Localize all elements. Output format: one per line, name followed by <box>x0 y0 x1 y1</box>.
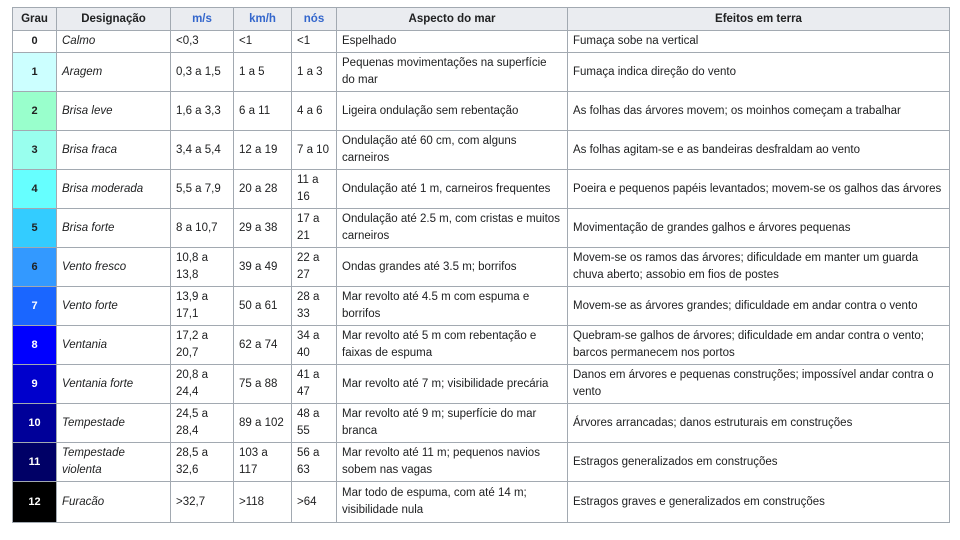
table-row <box>13 53 950 92</box>
aspecto-cell: Ondulação até 2.5 m, com cristas e muitos carneiros <box>337 209 568 248</box>
nos-cell: 7 a 10 <box>292 131 337 170</box>
aspecto-cell: Mar revolto até 4.5 m com espuma e borrifos <box>337 287 568 326</box>
efeitos-cell: Estragos graves e generalizados em construções <box>568 482 950 523</box>
table-row <box>13 482 950 523</box>
grau-cell: 4 <box>13 170 57 209</box>
grau-cell: 9 <box>13 365 57 404</box>
table-row <box>13 170 950 209</box>
table-row <box>13 443 950 482</box>
grau-cell: 12 <box>13 482 57 523</box>
aspecto-cell: Pequenas movimentações na superfície do mar <box>337 53 568 92</box>
nos-cell: 56 a 63 <box>292 443 337 482</box>
efeitos-cell: Movimentação de grandes galhos e árvores pequenas <box>568 209 950 248</box>
table-row <box>13 365 950 404</box>
nos-cell: 4 a 6 <box>292 92 337 131</box>
aspecto-cell: Ligeira ondulação sem rebentação <box>337 92 568 131</box>
ms-cell: 1,6 a 3,3 <box>171 92 234 131</box>
designacao-cell: Vento forte <box>57 287 171 326</box>
aspecto-cell: Mar revolto até 9 m; superfície do mar branca <box>337 404 568 443</box>
table-row <box>13 92 950 131</box>
table-row <box>13 326 950 365</box>
kmh-cell: 6 a 11 <box>234 92 292 131</box>
designacao-cell: Ventania forte <box>57 365 171 404</box>
efeitos-cell: Quebram-se galhos de árvores; dificuldade em andar contra o vento; barcos permanecem nos portos <box>568 326 950 365</box>
designacao-cell: Ventania <box>57 326 171 365</box>
kmh-cell: 103 a 117 <box>234 443 292 482</box>
ms-cell: 24,5 a 28,4 <box>171 404 234 443</box>
ms-cell: 17,2 a 20,7 <box>171 326 234 365</box>
designacao-cell: Brisa forte <box>57 209 171 248</box>
grau-cell: 3 <box>13 131 57 170</box>
ms-cell: 8 a 10,7 <box>171 209 234 248</box>
beaufort-scale-table <box>12 7 950 523</box>
nos-cell: <1 <box>292 31 337 53</box>
table-row <box>13 131 950 170</box>
grau-cell: 2 <box>13 92 57 131</box>
efeitos-cell: Fumaça sobe na vertical <box>568 31 950 53</box>
kmh-cell: 89 a 102 <box>234 404 292 443</box>
header-nos[interactable]: nós <box>292 8 337 31</box>
aspecto-cell: Mar revolto até 11 m; pequenos navios sobem nas vagas <box>337 443 568 482</box>
grau-cell: 11 <box>13 443 57 482</box>
header-row <box>13 8 950 31</box>
grau-cell: 7 <box>13 287 57 326</box>
efeitos-cell: Poeira e pequenos papéis levantados; movem-se os galhos das árvores <box>568 170 950 209</box>
header-ms[interactable]: m/s <box>171 8 234 31</box>
designacao-cell: Tempestade violenta <box>57 443 171 482</box>
ms-cell: 13,9 a 17,1 <box>171 287 234 326</box>
efeitos-cell: As folhas das árvores movem; os moinhos começam a trabalhar <box>568 92 950 131</box>
aspecto-cell: Ondulação até 1 m, carneiros frequentes <box>337 170 568 209</box>
ms-cell: <0,3 <box>171 31 234 53</box>
efeitos-cell: Estragos generalizados em construções <box>568 443 950 482</box>
aspecto-cell: Espelhado <box>337 31 568 53</box>
nos-cell: 11 a 16 <box>292 170 337 209</box>
table-row <box>13 248 950 287</box>
efeitos-cell: Fumaça indica direção do vento <box>568 53 950 92</box>
grau-cell: 0 <box>13 31 57 53</box>
designacao-cell: Tempestade <box>57 404 171 443</box>
table-row <box>13 404 950 443</box>
grau-cell: 5 <box>13 209 57 248</box>
nos-cell: 28 a 33 <box>292 287 337 326</box>
aspecto-cell: Mar todo de espuma, com até 14 m; visibilidade nula <box>337 482 568 523</box>
table-row <box>13 209 950 248</box>
designacao-cell: Furacão <box>57 482 171 523</box>
table-row <box>13 287 950 326</box>
aspecto-cell: Ondulação até 60 cm, com alguns carneiros <box>337 131 568 170</box>
ms-cell: 10,8 a 13,8 <box>171 248 234 287</box>
kmh-cell: 1 a 5 <box>234 53 292 92</box>
header-efeitos[interactable]: Efeitos em terra <box>568 8 950 31</box>
designacao-cell: Brisa fraca <box>57 131 171 170</box>
kmh-cell: >118 <box>234 482 292 523</box>
kmh-cell: <1 <box>234 31 292 53</box>
nos-cell: 34 a 40 <box>292 326 337 365</box>
efeitos-cell: Movem-se as árvores grandes; dificuldade em andar contra o vento <box>568 287 950 326</box>
kmh-cell: 75 a 88 <box>234 365 292 404</box>
ms-cell: >32,7 <box>171 482 234 523</box>
designacao-cell: Brisa moderada <box>57 170 171 209</box>
nos-cell: >64 <box>292 482 337 523</box>
header-kmh[interactable]: km/h <box>234 8 292 31</box>
header-aspecto[interactable]: Aspecto do mar <box>337 8 568 31</box>
efeitos-cell: As folhas agitam-se e as bandeiras desfraldam ao vento <box>568 131 950 170</box>
nos-cell: 17 a 21 <box>292 209 337 248</box>
nos-cell: 41 a 47 <box>292 365 337 404</box>
designacao-cell: Brisa leve <box>57 92 171 131</box>
aspecto-cell: Ondas grandes até 3.5 m; borrifos <box>337 248 568 287</box>
efeitos-cell: Movem-se os ramos das árvores; dificuldade em manter um guarda chuva aberto; assobio em fios de postes <box>568 248 950 287</box>
aspecto-cell: Mar revolto até 5 m com rebentação e faixas de espuma <box>337 326 568 365</box>
kmh-cell: 12 a 19 <box>234 131 292 170</box>
grau-cell: 1 <box>13 53 57 92</box>
kmh-cell: 39 a 49 <box>234 248 292 287</box>
kmh-cell: 50 a 61 <box>234 287 292 326</box>
nos-cell: 1 a 3 <box>292 53 337 92</box>
designacao-cell: Vento fresco <box>57 248 171 287</box>
ms-cell: 0,3 a 1,5 <box>171 53 234 92</box>
designacao-cell: Aragem <box>57 53 171 92</box>
ms-cell: 28,5 a 32,6 <box>171 443 234 482</box>
kmh-cell: 20 a 28 <box>234 170 292 209</box>
table-row <box>13 31 950 53</box>
nos-cell: 22 a 27 <box>292 248 337 287</box>
designacao-cell: Calmo <box>57 31 171 53</box>
kmh-cell: 62 a 74 <box>234 326 292 365</box>
header-designacao[interactable]: Designação <box>57 8 171 31</box>
ms-cell: 3,4 a 5,4 <box>171 131 234 170</box>
kmh-cell: 29 a 38 <box>234 209 292 248</box>
grau-cell: 10 <box>13 404 57 443</box>
ms-cell: 5,5 a 7,9 <box>171 170 234 209</box>
efeitos-cell: Danos em árvores e pequenas construções; impossível andar contra o vento <box>568 365 950 404</box>
efeitos-cell: Árvores arrancadas; danos estruturais em construções <box>568 404 950 443</box>
aspecto-cell: Mar revolto até 7 m; visibilidade precária <box>337 365 568 404</box>
header-grau[interactable]: Grau <box>13 8 57 31</box>
grau-cell: 8 <box>13 326 57 365</box>
grau-cell: 6 <box>13 248 57 287</box>
ms-cell: 20,8 a 24,4 <box>171 365 234 404</box>
nos-cell: 48 a 55 <box>292 404 337 443</box>
